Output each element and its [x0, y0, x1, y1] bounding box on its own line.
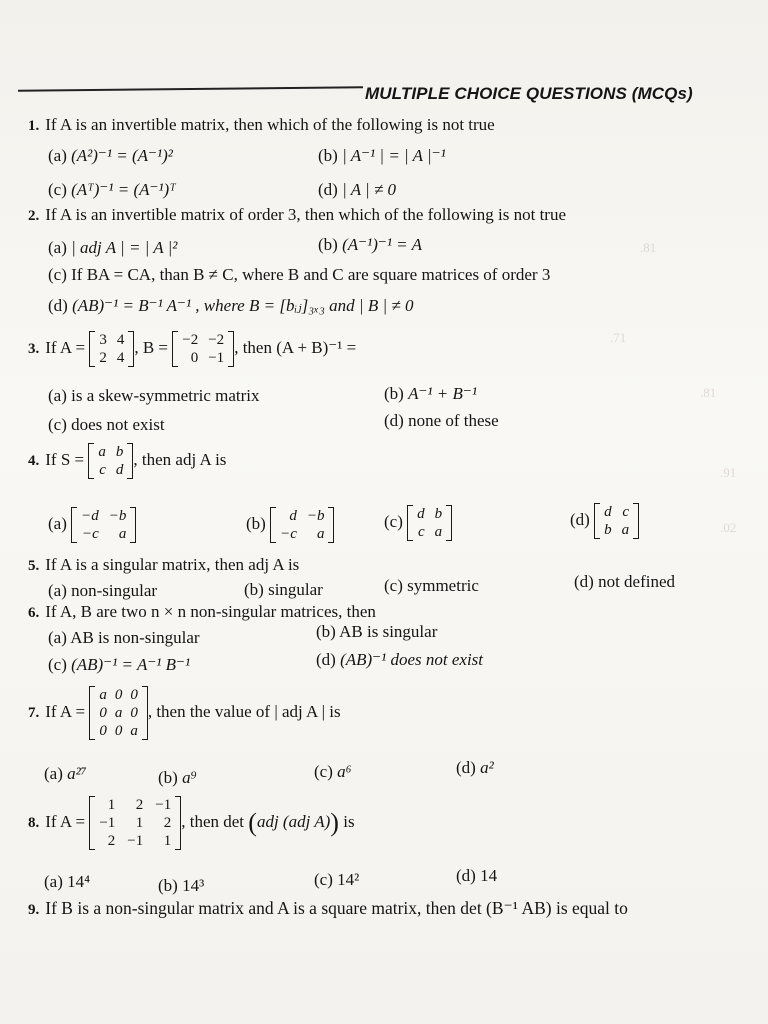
- option-matrix: [71, 507, 136, 543]
- option-text: a⁶: [337, 762, 352, 781]
- q7-option-b: [158, 768, 197, 788]
- option-label: (d): [574, 572, 594, 591]
- matrix-cell: 2: [135, 797, 144, 814]
- question-text: adj (adj A): [256, 812, 331, 831]
- matrix-cell: d: [417, 506, 425, 523]
- open-paren: (: [248, 808, 257, 838]
- option-label: (a): [48, 628, 67, 647]
- question-stem: If A, B are two n × n non-singular matrices, then: [45, 602, 376, 621]
- section-heading: MULTIPLE CHOICE QUESTIONS (MCQs): [365, 84, 693, 103]
- option-label: (b): [246, 514, 266, 533]
- q1-option-d: [318, 180, 396, 200]
- matrix-cell: 0: [99, 723, 107, 740]
- option-label: (b): [244, 580, 264, 599]
- matrix-cell: −b: [306, 508, 325, 525]
- option-text: If BA = CA, than B ≠ C, where B and C are square matrices of order 3: [71, 265, 551, 284]
- q5-option-a: [48, 581, 157, 601]
- option-label: (b): [316, 622, 336, 641]
- matrix-cell: −2: [182, 332, 199, 349]
- option-text: does not exist: [71, 415, 165, 434]
- question-1: [28, 115, 495, 136]
- heading-rule: [18, 86, 363, 92]
- q6-option-d: [316, 650, 483, 670]
- option-text: a⁹: [182, 768, 197, 787]
- q7-option-d: [456, 758, 494, 778]
- option-label: (c): [384, 576, 403, 595]
- matrix-a: [89, 686, 148, 740]
- option-label: (d): [570, 510, 590, 529]
- matrix-cell: a: [99, 687, 107, 704]
- matrix-cell: a: [130, 723, 138, 740]
- option-label: (a): [48, 386, 67, 405]
- matrix-cell: −1: [208, 350, 225, 367]
- matrix-cell: b: [604, 522, 612, 539]
- question-stem: If A is an invertible matrix, then which of the following is not true: [45, 115, 495, 134]
- option-matrix: [407, 505, 452, 541]
- matrix-cell: −c: [280, 526, 297, 543]
- q7-option-a: [44, 764, 87, 784]
- q8-option-d: [456, 866, 497, 886]
- option-label: (a): [48, 581, 67, 600]
- question-stem: If B is a non-singular matrix and A is a square matrix, then det (B⁻¹ AB) is equal to: [45, 898, 628, 918]
- matrix-cell: a: [621, 522, 630, 539]
- option-text: is a skew-symmetric matrix: [71, 386, 260, 405]
- close-paren: ): [330, 808, 339, 838]
- option-label: (b): [158, 876, 178, 895]
- matrix-a: [89, 331, 134, 367]
- q4-option-a: [48, 504, 136, 544]
- option-label: (b): [318, 146, 338, 165]
- question-4: [28, 440, 226, 481]
- question-stem: If A is a singular matrix, then adj A is: [45, 555, 300, 574]
- matrix-cell: b: [434, 506, 443, 523]
- matrix-cell: a: [118, 526, 127, 543]
- option-text: AB is singular: [339, 622, 438, 641]
- matrix-cell: c: [417, 524, 425, 541]
- q8-option-b: [158, 876, 204, 896]
- question-text: If A =: [45, 812, 86, 831]
- question-number: 5.: [28, 558, 40, 574]
- option-text: (A²)⁻¹ = (A⁻¹)²: [71, 146, 173, 165]
- matrix-cell: d: [604, 504, 612, 521]
- q5-option-d: [574, 572, 675, 592]
- option-label: (d): [456, 758, 476, 777]
- matrix-cell: 0: [130, 705, 138, 722]
- option-text: not defined: [598, 572, 676, 591]
- matrix-cell: 3: [99, 332, 107, 349]
- question-text: is: [343, 812, 355, 831]
- option-matrix: [594, 503, 639, 539]
- question-9: [28, 898, 628, 920]
- matrix-cell: 1: [163, 833, 172, 850]
- matrix-a: [89, 796, 181, 850]
- option-text: non-singular: [71, 581, 158, 600]
- bleed-through-text: .02: [720, 520, 737, 535]
- option-text: 14: [480, 866, 498, 885]
- option-text: symmetric: [407, 576, 479, 595]
- matrix-cell: 2: [99, 350, 107, 367]
- option-label: (a): [48, 238, 67, 257]
- option-label: (c): [48, 265, 67, 284]
- matrix-cell: 0: [114, 723, 123, 740]
- matrix-cell: a: [98, 444, 106, 461]
- option-label: (a): [44, 764, 63, 783]
- q3-option-c: [48, 415, 165, 435]
- question-number: 4.: [28, 453, 40, 469]
- q6-option-c: [48, 655, 190, 675]
- q3-option-a: [48, 386, 260, 406]
- question-number: 8.: [28, 815, 40, 831]
- q4-option-c: [384, 502, 452, 542]
- question-text: , B =: [134, 338, 168, 357]
- bleed-through-text: .81: [700, 385, 717, 400]
- q5-option-b: [244, 580, 323, 600]
- matrix-cell: 0: [99, 705, 107, 722]
- matrix-cell: −1: [127, 833, 144, 850]
- question-text: If A =: [45, 338, 86, 357]
- option-label: (c): [314, 870, 333, 889]
- q8-option-c: [314, 870, 359, 890]
- question-5: [28, 555, 299, 576]
- matrix-cell: −b: [108, 508, 127, 525]
- option-text: (AB)⁻¹ = A⁻¹ B⁻¹: [71, 655, 191, 674]
- option-label: (d): [48, 296, 68, 315]
- matrix-b: [172, 331, 234, 367]
- option-text: AB is non-singular: [70, 628, 200, 647]
- option-matrix: [270, 507, 334, 543]
- matrix-cell: 0: [114, 687, 123, 704]
- option-text: | A⁻¹ | = | A |⁻¹: [342, 146, 446, 165]
- matrix-cell: 0: [190, 350, 199, 367]
- option-label: (c): [48, 180, 67, 199]
- q6-option-b: [316, 622, 437, 642]
- option-label: (b): [384, 384, 404, 403]
- matrix-cell: 1: [135, 815, 144, 832]
- question-stem: If A is an invertible matrix of order 3, then which of the following is not true: [45, 205, 566, 224]
- matrix-s: [88, 443, 133, 479]
- option-label: (c): [48, 655, 67, 674]
- question-7: [28, 682, 341, 743]
- matrix-cell: −2: [208, 332, 225, 349]
- matrix-cell: 2: [107, 833, 116, 850]
- q2-option-a: [48, 238, 177, 258]
- question-8: [28, 792, 355, 853]
- option-text: a²: [480, 758, 494, 777]
- question-text: , then det: [181, 812, 245, 831]
- option-text: singular: [268, 580, 323, 599]
- q1-option-b: [318, 146, 446, 166]
- option-label: (d): [318, 180, 338, 199]
- question-number: 9.: [28, 902, 40, 918]
- question-number: 6.: [28, 605, 40, 621]
- q2-option-b: [318, 235, 422, 255]
- question-text: If A =: [45, 702, 86, 721]
- option-text: A⁻¹ + B⁻¹: [408, 384, 477, 403]
- option-label: (d): [316, 650, 336, 669]
- option-text: none of these: [408, 411, 499, 430]
- q8-option-a: [44, 872, 90, 892]
- option-label: (d): [384, 411, 404, 430]
- option-text: (A⁻¹)⁻¹ = A: [342, 235, 422, 254]
- option-text: | adj A | = | A |²: [71, 238, 178, 257]
- question-2: [28, 205, 566, 226]
- matrix-cell: 2: [163, 815, 172, 832]
- option-label: (a): [48, 514, 67, 533]
- option-text: (Aᵀ)⁻¹ = (A⁻¹)ᵀ: [71, 180, 176, 199]
- q5-option-c: [384, 576, 479, 596]
- q2-option-d: [48, 296, 413, 316]
- question-text: , then the value of | adj A | is: [147, 702, 341, 721]
- question-text: If S =: [45, 450, 85, 469]
- question-text: , then (A + B)⁻¹ =: [234, 338, 357, 357]
- matrix-cell: a: [316, 526, 325, 543]
- option-text: 14²: [337, 870, 360, 889]
- question-number: 7.: [28, 705, 40, 721]
- matrix-cell: d: [115, 462, 124, 479]
- matrix-cell: d: [289, 508, 297, 525]
- question-number: 3.: [28, 341, 40, 357]
- question-number: 1.: [28, 118, 40, 134]
- q4-option-b: [246, 504, 334, 544]
- matrix-cell: c: [622, 504, 630, 521]
- question-3: [28, 328, 356, 369]
- q3-option-b: [384, 384, 477, 404]
- q2-option-c: [48, 265, 550, 285]
- matrix-cell: 0: [130, 687, 138, 704]
- matrix-cell: 4: [116, 350, 125, 367]
- q1-option-c: [48, 180, 176, 200]
- bleed-through-text: .81: [640, 240, 657, 255]
- option-text: a²⁷: [67, 764, 87, 783]
- matrix-cell: 1: [107, 797, 116, 814]
- option-label: (d): [456, 866, 476, 885]
- q4-option-d: [570, 500, 639, 540]
- option-label: (a): [44, 872, 63, 891]
- q1-option-a: [48, 146, 173, 166]
- matrix-cell: a: [114, 705, 123, 722]
- option-label: (a): [48, 146, 67, 165]
- matrix-cell: a: [434, 524, 443, 541]
- option-text: (AB)⁻¹ = B⁻¹ A⁻¹ , where B = [bᵢⱼ]₃ₓ₃ and | B | ≠ 0: [72, 296, 414, 315]
- matrix-cell: −c: [81, 526, 99, 543]
- option-text: (AB)⁻¹ does not exist: [340, 650, 484, 669]
- matrix-cell: −d: [81, 508, 99, 525]
- matrix-cell: 4: [116, 332, 125, 349]
- bleed-through-text: .71: [610, 330, 627, 345]
- q3-option-d: [384, 411, 499, 431]
- matrix-cell: −1: [155, 797, 172, 814]
- option-text: 14³: [182, 876, 205, 895]
- question-6: [28, 602, 376, 623]
- option-label: (c): [48, 415, 67, 434]
- q6-option-a: [48, 628, 200, 648]
- matrix-cell: −1: [99, 815, 116, 832]
- q7-option-c: [314, 762, 352, 782]
- question-text: , then adj A is: [133, 450, 227, 469]
- matrix-cell: b: [115, 444, 124, 461]
- option-label: (b): [318, 235, 338, 254]
- bleed-through-text: .91: [720, 465, 737, 480]
- option-text: | A | ≠ 0: [342, 180, 397, 199]
- question-number: 2.: [28, 208, 40, 224]
- option-label: (b): [158, 768, 178, 787]
- option-label: (c): [314, 762, 333, 781]
- option-text: 14⁴: [67, 872, 91, 891]
- option-label: (c): [384, 512, 403, 531]
- matrix-cell: c: [99, 462, 106, 479]
